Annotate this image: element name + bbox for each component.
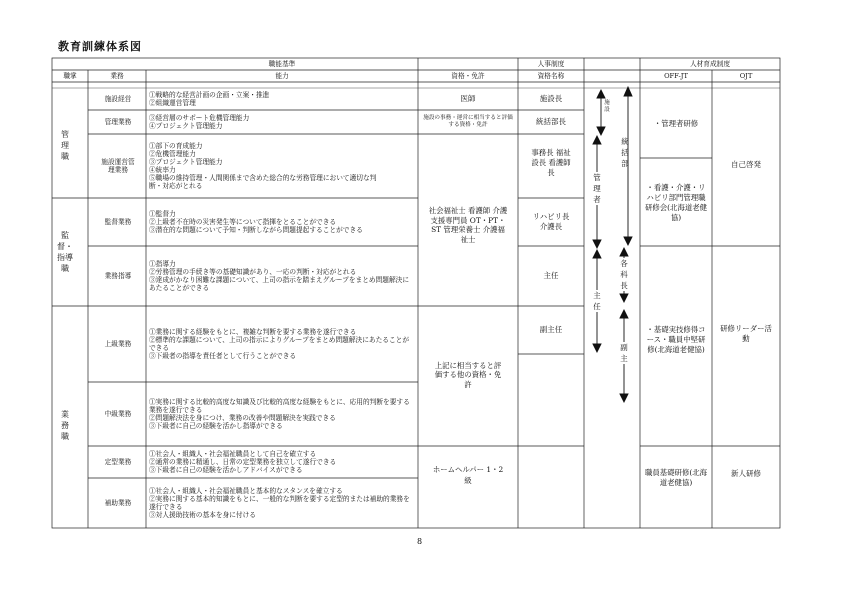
arrow-label-1: 施設	[604, 100, 610, 113]
header-noryoku: 能力	[275, 72, 289, 80]
rank-4: リハビリ長 介護長	[532, 212, 570, 231]
qualification-4: 上記に相当すると評価する他の資格・免許	[434, 360, 502, 389]
task-row-8: 定型業務	[104, 458, 132, 466]
header-jinji-seido: 人事制度	[537, 60, 565, 68]
header-shikaku: 資格・免許	[451, 72, 485, 80]
arrow-label-6: 副主	[620, 343, 628, 363]
ability-row-9: ①社会人・組織人・社会福祉職員と基本的なスタンスを確立する ②実務に関する基本的知識をもとに、一般的な判断を要する定型的または補助的業務を遂行できる ③対人援助技術の基本を身に付ける	[149, 487, 410, 519]
ability-row-2: ③経営層のサポート危機管理能力 ④プロジェクト管理能力	[149, 114, 250, 130]
task-row-2: 管理業務	[104, 118, 132, 126]
offjt-4: 職員基礎研修(北海道老健協)	[644, 468, 707, 487]
ojt-3: 新人研修	[731, 469, 761, 478]
arrow-label-5: 主任	[593, 291, 601, 311]
offjt-1: ・管理者研修	[653, 119, 699, 128]
arrow-label-3: 管理者	[593, 173, 601, 204]
header-shokuno-kijun: 職能基準	[268, 60, 296, 68]
header-ojt: OJT	[739, 72, 753, 80]
category-kanri: 管理職	[61, 129, 69, 161]
page-number: 8	[417, 537, 423, 546]
task-row-7: 中級業務	[104, 410, 132, 418]
ability-row-7: ①実務に関する比較的高度な知識及び比較的高度な経験をもとに、応用的判断を要する業務を遂行できる ②問題解決法を身につけ、業務の改善や問題解決を実践できる ③下級者に自己の経験を活かし指導ができる	[149, 398, 410, 430]
ability-row-8: ①社会人・組織人・社会福祉職員として自己を確立する ②通常の業務に精通し、日常の定型業務を独立して遂行できる ③下級者に自己の経験を活かしアドバイスができる	[149, 450, 337, 474]
task-row-1: 施設経営	[104, 95, 132, 103]
rank-2: 統括部長	[536, 117, 566, 126]
ability-row-1: ①戦略的な経営計画の企画・立案・推進 ②組織運営管理	[149, 91, 270, 107]
task-row-6: 上級業務	[104, 340, 132, 348]
ojt-2: 研修リーダー活動	[720, 324, 772, 343]
ability-row-3: ①部下の育成能力 ②危機管理能力 ③プロジェクト管理能力 ④統率力 ⑤職場の維持管理・人間関係まで含めた総合的な労務管理において適切な判断・対応がとれる	[149, 142, 377, 190]
offjt-2: ・看護・介護・リハビリ部門管理職研修会(北海道老健協)	[644, 183, 707, 222]
arrow-label-4: 各科長	[620, 259, 628, 290]
task-row-3: 施設運営管理業務	[101, 158, 135, 174]
rank-1: 施設長	[539, 94, 563, 103]
rank-5: 主任	[543, 271, 559, 280]
task-row-9: 補助業務	[104, 499, 132, 507]
offjt-3: ・基礎実技修得コース・職員中堅研修(北海道老健協)	[646, 325, 706, 354]
rank-3: 事務長 福祉設長 看護師長	[531, 148, 571, 177]
page-title: 教育訓練体系図	[58, 40, 142, 53]
header-offjt: OFF-JT	[664, 72, 688, 80]
rank-6: 副主任	[539, 325, 563, 334]
header-shokusho: 職掌	[63, 72, 77, 80]
task-row-4: 監督業務	[104, 218, 132, 226]
qualification-2: 施設の事務・運営に相当すると評価する資格・免許	[423, 115, 513, 128]
ability-row-5: ①指導力 ②労務管理の手続き等の基礎知識があり、一応の判断・対応がとれる ③達成がかなり困難な課題について、上司の指示を踏まえグループをまとめ問題解決にあたることができる	[149, 260, 410, 292]
ability-row-4: ①監督力 ②上級者不在時の災害発生等について指揮をとることができる ③潜在的な問題について予知・判断しながら問題提起することができる	[149, 210, 363, 234]
qualification-3: 社会福祉士 看護師 介護支援専門員 OT・PT・ST 管理栄養士 介護福祉士	[428, 206, 508, 244]
qualification-1: 医師	[460, 94, 476, 103]
header-shikaku-meisho: 資格名称	[537, 72, 565, 80]
qualification-5: ホームヘルパー 1・2級	[432, 465, 504, 485]
category-gyomu: 業務職	[61, 409, 69, 441]
ability-row-6: ①業務に関する経験をもとに、複雑な判断を要する業務を遂行できる ②標準的な課題について、上司の指示によりグループをまとめ問題解決にあたることができる ③下級者の指導を責任者として行うことができる	[149, 328, 410, 360]
header-gyomu: 業務	[110, 72, 124, 80]
category-kantoku: 監督・指導職	[57, 231, 73, 273]
header-jinzai-seido: 人材育成制度	[689, 60, 731, 68]
ojt-1: 自己啓発	[731, 160, 761, 169]
arrow-label-2: 統括部	[621, 137, 629, 168]
task-row-5: 業務指導	[104, 272, 132, 280]
